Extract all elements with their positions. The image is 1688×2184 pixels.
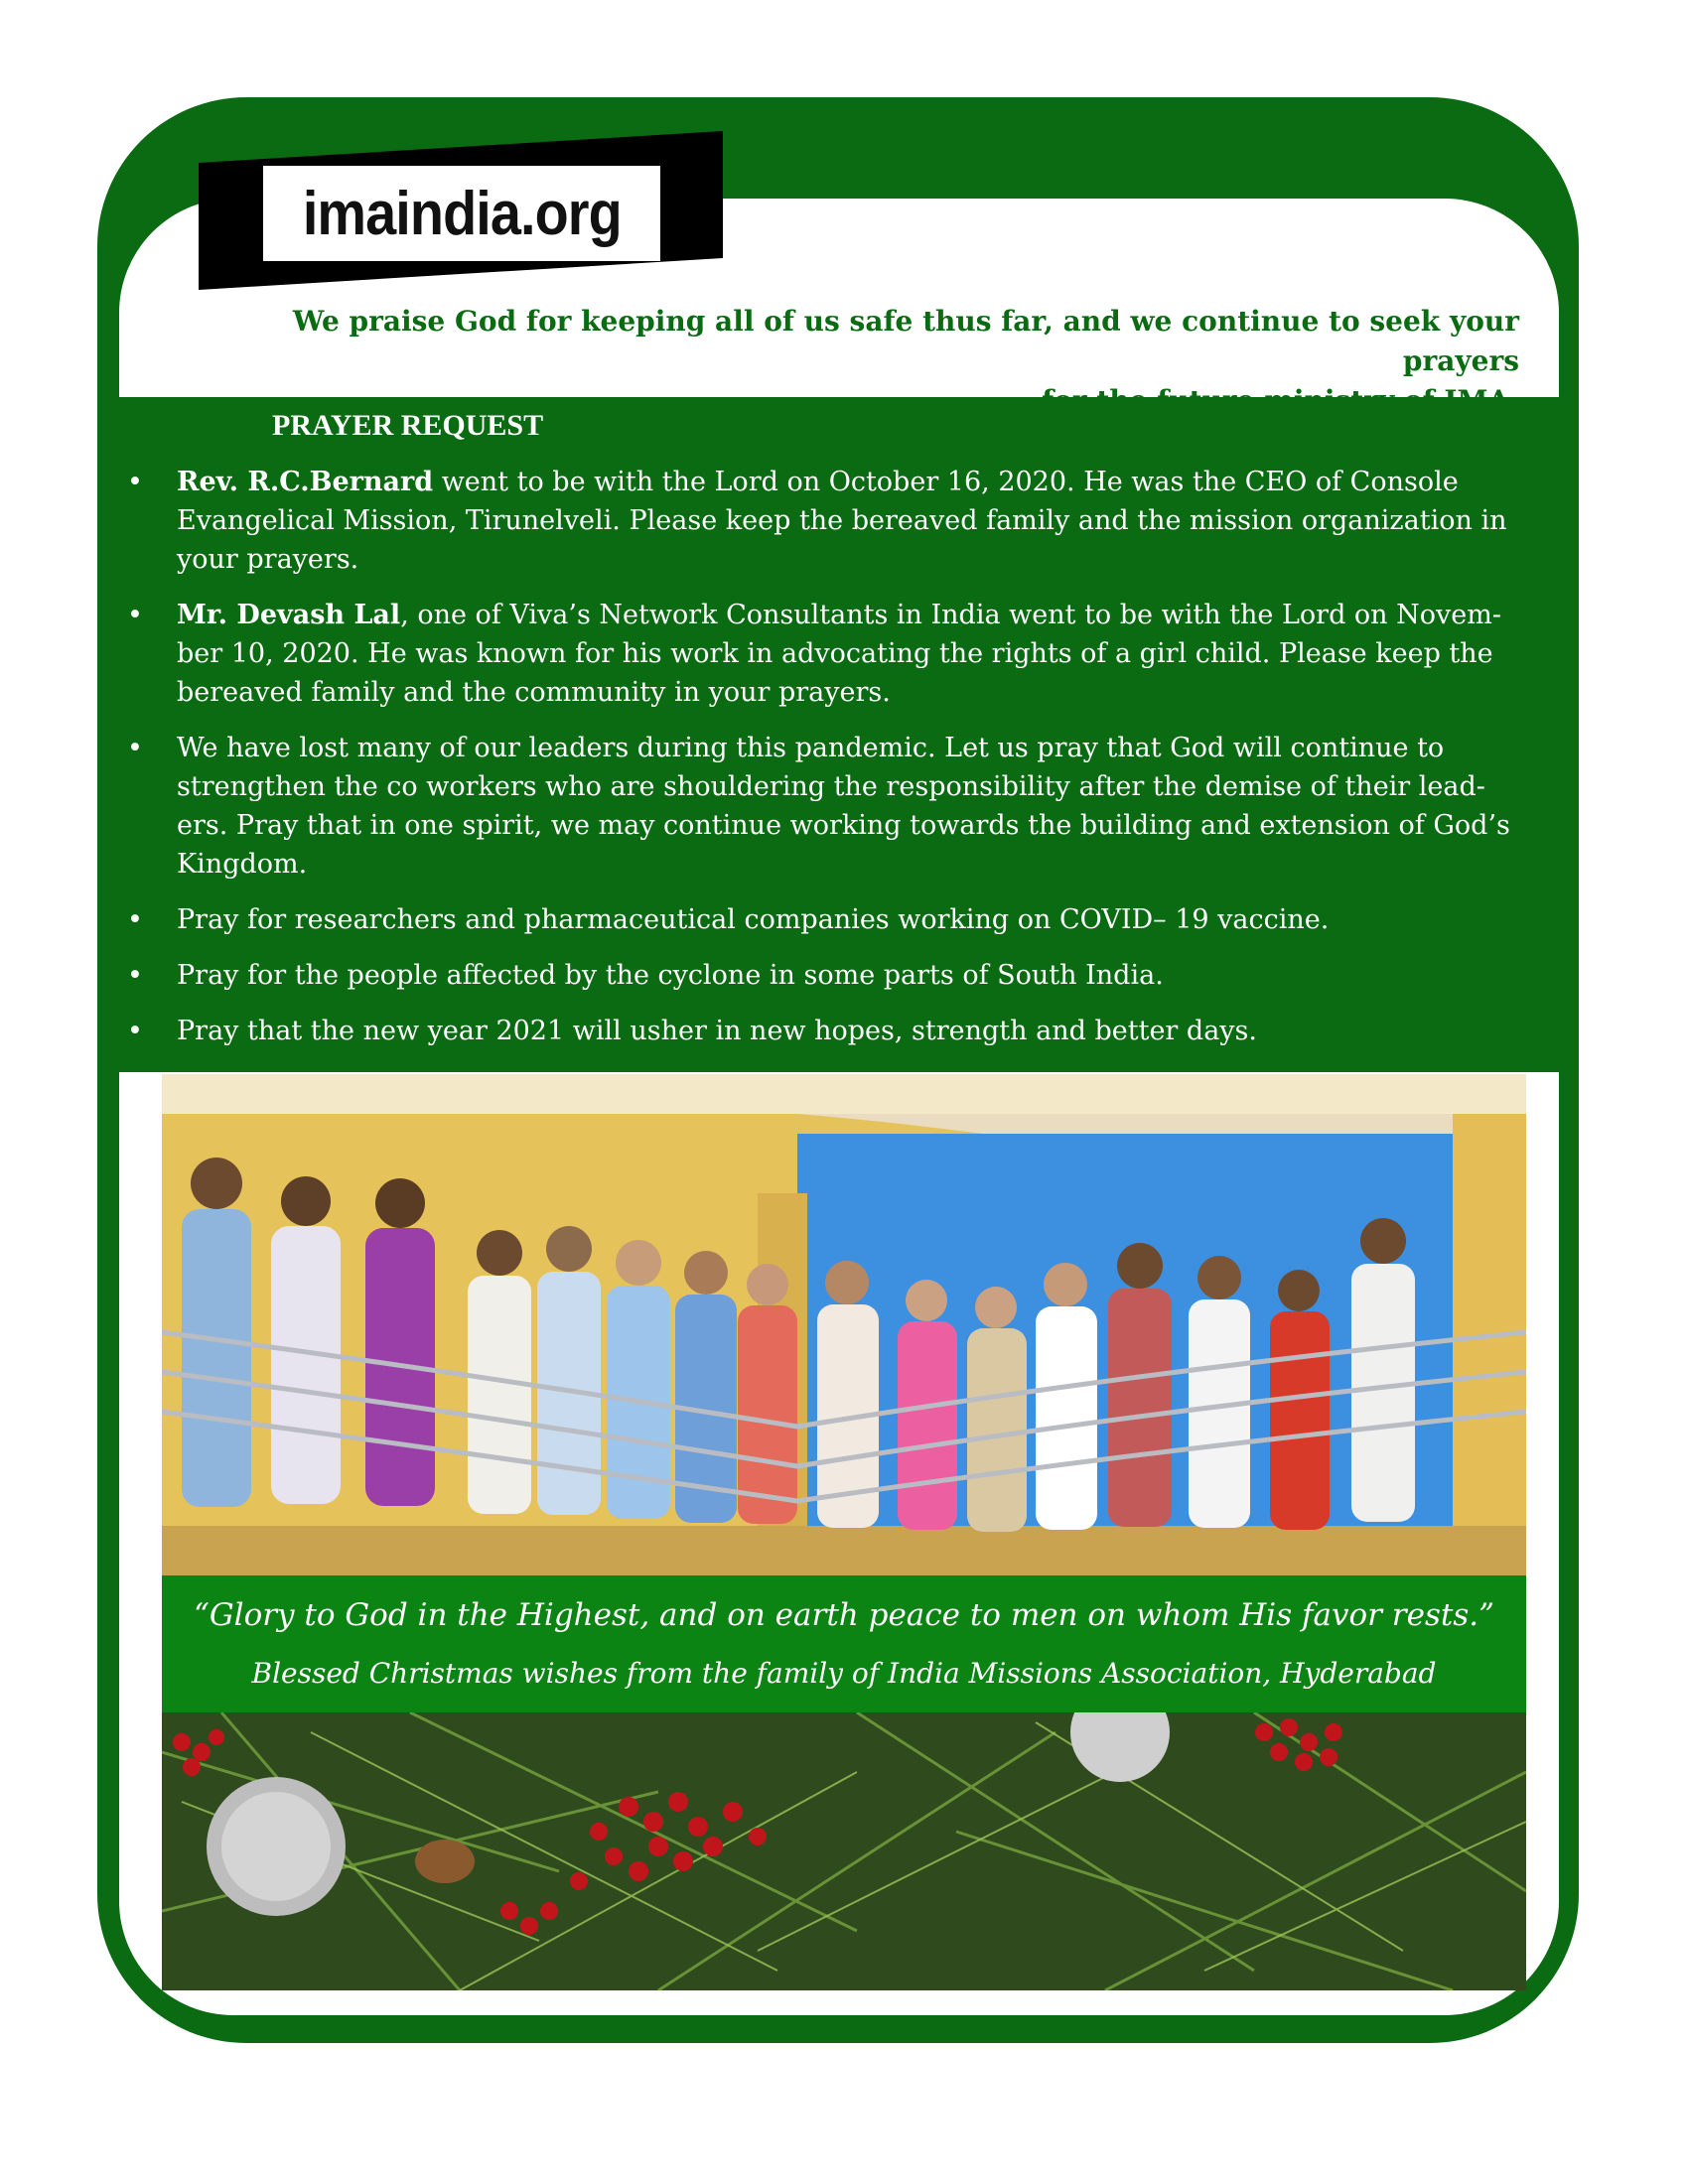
- item-text: ers. Pray that in one spirit, we may continue working towards the building and extension of God’s: [177, 810, 1510, 841]
- item-text: bereaved family and the community in your prayers.: [177, 677, 891, 708]
- prayer-list: [121, 463, 1551, 1067]
- bullet-icon: •: [127, 733, 143, 763]
- greenery-illustration: [162, 1712, 1526, 1990]
- intro-line-2: for the future ministry of IMA.: [1042, 384, 1519, 417]
- item-text: ber 10, 2020. He was known for his work in advocating the rights of a girl child. Please keep the: [177, 638, 1493, 669]
- bullet-icon: •: [127, 467, 143, 497]
- logo-text: imaindia.org: [302, 179, 622, 248]
- prayer-item-leaders: [121, 729, 1551, 884]
- bullet-icon: •: [127, 904, 143, 935]
- logo[interactable]: [263, 166, 660, 261]
- item-text: Pray for researchers and pharmaceutical companies working on COVID– 19 vaccine.: [177, 904, 1330, 935]
- item-text: Pray that the new year 2021 will usher in new hopes, strength and better days.: [177, 1016, 1257, 1046]
- prayer-item-bernard: [121, 463, 1551, 579]
- item-text: went to be with the Lord on October 16, 2020. He was the CEO of Console: [433, 467, 1459, 497]
- item-text: , one of Viva’s Network Consultants in India went to be with the Lord on Novem-: [400, 600, 1501, 630]
- person-name: Rev. R.C.Bernard: [177, 467, 434, 497]
- item-text: Kingdom.: [177, 849, 308, 880]
- item-text: We have lost many of our leaders during this pandemic. Let us pray that God will continue to: [177, 733, 1445, 763]
- bullet-icon: •: [127, 600, 143, 630]
- intro-text: [199, 302, 1519, 421]
- item-text: Evangelical Mission, Tirunelveli. Please keep the bereaved family and the mission organization in: [177, 505, 1507, 536]
- christmas-quote: “Glory to God in the Highest, and on earth peace to men on whom His favor rests.”: [194, 1597, 1494, 1633]
- christmas-wishes: Blessed Christmas wishes from the family of India Missions Association, Hyderabad: [251, 1657, 1437, 1690]
- bullet-icon: •: [127, 1016, 143, 1046]
- prayer-item-cyclone: [121, 956, 1551, 995]
- prayer-item-lal: [121, 596, 1551, 712]
- item-text: Pray for the people affected by the cyclone in some parts of South India.: [177, 960, 1164, 991]
- section-title: PRAYER REQUEST: [272, 409, 544, 442]
- bullet-icon: •: [127, 960, 143, 991]
- person-name: Mr. Devash Lal: [177, 600, 401, 630]
- greeting-band: [162, 1575, 1526, 1712]
- group-photo-illustration: [162, 1074, 1526, 1575]
- prayer-item-vaccine: [121, 900, 1551, 939]
- item-text: strengthen the co workers who are shouldering the responsibility after the demise of their lead-: [177, 771, 1485, 802]
- group-photo: [162, 1074, 1526, 1575]
- christmas-greenery-image: [162, 1712, 1526, 1990]
- intro-line-1: We praise God for keeping all of us safe thus far, and we continue to seek your prayers: [292, 305, 1519, 377]
- item-text: your prayers.: [177, 544, 359, 575]
- prayer-item-new-year: [121, 1012, 1551, 1050]
